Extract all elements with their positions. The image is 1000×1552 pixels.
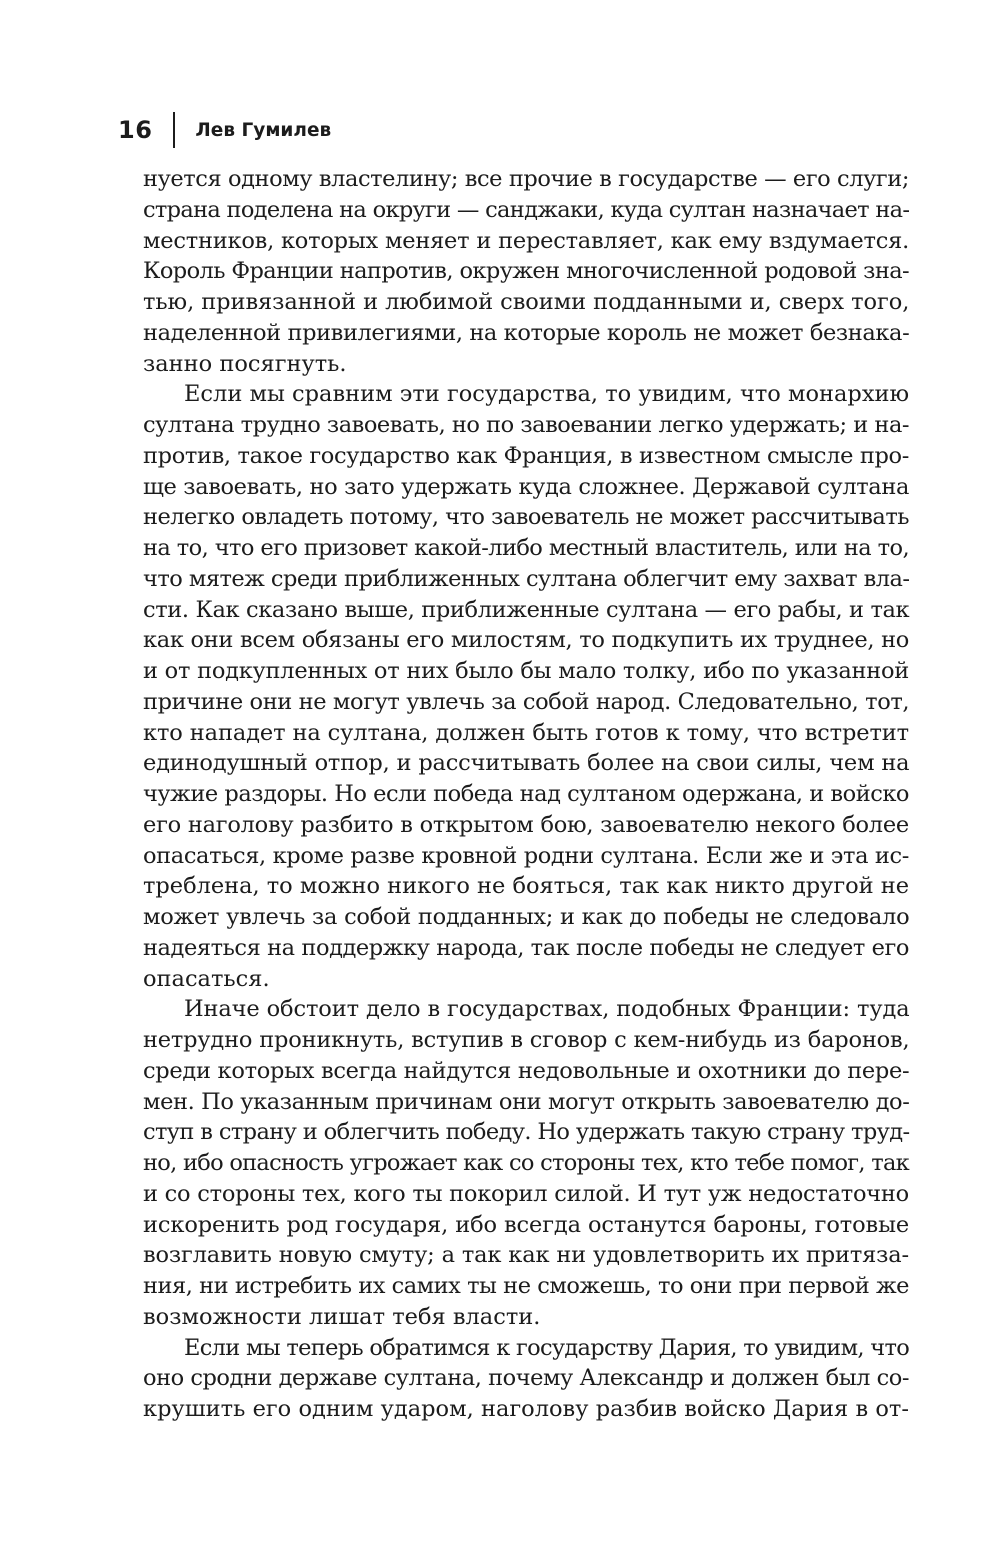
text-line: надеяться на поддержку народа, так после победы не следует его xyxy=(143,934,909,961)
text-line: страна поделена на округи — санджаки, куда султан назначает на- xyxy=(143,196,910,223)
body-text xyxy=(143,164,909,1425)
paragraph xyxy=(143,164,909,379)
running-head-author: Лев Гумилев xyxy=(195,119,332,141)
text-line: султана трудно завоевать, но по завоевании легко удержать; и на- xyxy=(143,412,909,438)
paragraph xyxy=(143,994,909,1332)
text-line: причине они не могут увлечь за собой народ. Следовательно, тот, xyxy=(143,688,910,715)
text-line: но, ибо опасность угрожает как со стороны тех, кто тебе помог, так xyxy=(143,1150,909,1176)
text-line: ще завоевать, но зато удержать куда сложнее. Державой султана xyxy=(143,473,909,500)
text-line: кто нападет на султана, должен быть готов к тому, что встретит xyxy=(143,719,909,746)
text-line: нуется одному властелину; все прочие в государстве — его слуги; xyxy=(143,166,909,192)
text-line: оно сродни державе султана, почему Александр и должен был со- xyxy=(143,1365,909,1392)
page-number: 16 xyxy=(118,116,153,144)
text-line: что мятеж среди приближенных султана облегчит ему захват вла- xyxy=(143,565,910,592)
text-line: нетрудно проникнуть, вступив в сговор с кем-нибудь из баронов, xyxy=(143,1027,910,1053)
text-line: Иначе обстоит дело в государствах, подобных Франции: туда xyxy=(184,996,910,1023)
text-line: против, такое государство как Франция, в известном смысле про- xyxy=(143,442,909,469)
text-line: опасаться. xyxy=(143,965,270,992)
text-line: единодушный отпор, и рассчитывать более на свои силы, чем на xyxy=(143,750,910,777)
text-line: занно посягнуть. xyxy=(143,350,347,377)
text-line: ступ в страну и облегчить победу. Но удержать такую страну труд- xyxy=(143,1119,910,1146)
text-line: искоренить род государя, ибо всегда останутся бароны, готовые xyxy=(143,1211,910,1238)
text-line: возможности лишат тебя власти. xyxy=(143,1303,541,1330)
text-line: чужие раздоры. Но если победа над султаном одержана, и войско xyxy=(143,781,910,807)
text-line: Если мы сравним эти государства, то увидим, что монархию xyxy=(184,381,910,408)
running-head xyxy=(118,112,331,148)
text-line: и со стороны тех, кого ты покорил силой. И тут уж недостаточно xyxy=(143,1180,909,1207)
header-divider xyxy=(173,112,175,148)
text-line: на то, что его призовет какой-либо местный властитель, или на то, xyxy=(143,535,909,561)
text-line: может увлечь за собой подданных; и как до победы не следовало xyxy=(143,904,910,930)
text-line: треблена, то можно никого не бояться, так как никто другой не xyxy=(143,873,909,900)
paragraph xyxy=(143,379,909,994)
text-line: сти. Как сказано выше, приближенные султана — его рабы, и так xyxy=(143,596,910,623)
text-line: нелегко овладеть потому, что завоеватель не может рассчитывать xyxy=(143,504,909,531)
text-line: среди которых всегда найдутся недовольные и охотники до пере- xyxy=(143,1057,910,1084)
text-line: мен. По указанным причинам они могут открыть завоевателю до- xyxy=(143,1088,910,1115)
text-line: опасаться, кроме разве кровной родни султана. Если же и эта ис- xyxy=(143,842,909,869)
text-line: и от подкупленных от них было бы мало толку, ибо по указанной xyxy=(143,658,910,684)
text-line: его наголову разбито в открытом бою, завоевателю некого более xyxy=(143,811,909,838)
text-line: местников, которых меняет и переставляет, как ему вздумается. xyxy=(143,227,909,254)
paragraph xyxy=(143,1333,909,1425)
text-line: как они всем обязаны его милостям, то подкупить их труднее, но xyxy=(143,627,909,654)
text-line: наделенной привилегиями, на которые король не может безнака- xyxy=(143,319,910,346)
text-line: тью, привязанной и любимой своими подданными и, сверх того, xyxy=(143,289,910,315)
text-line: возглавить новую смуту; а так как ни удовлетворить их притяза- xyxy=(143,1242,909,1269)
text-line: Король Франции напротив, окружен многочисленной родовой зна- xyxy=(143,258,910,285)
text-line: ния, ни истребить их самих ты не сможешь, то они при первой же xyxy=(143,1273,909,1299)
text-line: крушить его одним ударом, наголову разбив войско Дария в от- xyxy=(143,1396,909,1422)
text-line: Если мы теперь обратимся к государству Дария, то увидим, что xyxy=(184,1334,910,1361)
